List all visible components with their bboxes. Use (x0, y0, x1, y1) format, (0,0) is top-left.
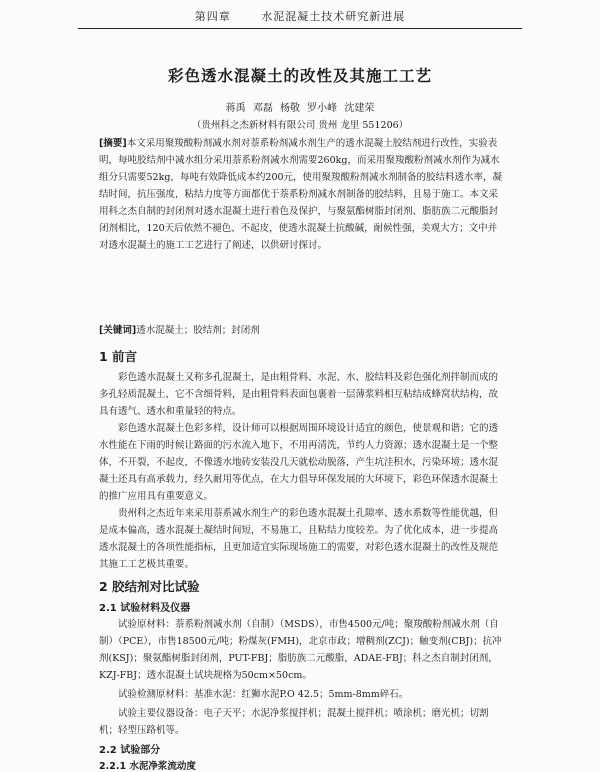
section-2-2-heading: 2.2 试验部分 (99, 745, 161, 756)
keywords (99, 322, 504, 339)
book-title: 水泥混凝土技术研究新进展 (261, 10, 406, 23)
section-2-1-para-3: 试验主要仪器设备：电子天平；水泥净浆搅拌机；混凝土搅拌机；喷涂机；磨光机；切割机；轻型压路机等。 (99, 708, 489, 736)
section-2-1-heading: 2.1 试验材料及仪器 (99, 603, 191, 614)
chapter-label: 第四章 (194, 10, 231, 23)
section-2-2-1-heading: 2.2.1 水泥净浆流动度 (99, 761, 196, 772)
section-2-1-para-2: 试验检测原材料：基准水泥：红狮水泥P.O 42.5；5mm-8mm碎石。 (118, 689, 409, 700)
running-header (78, 8, 522, 29)
section-2-1-para-1: 试验原材料：萘系粉剂减水剂（自制）（MSDS），市售4500元/吨；聚羧酸粉剂减水剂（自制）（PCE），市售18500元/吨；粉煤灰(FMH)，北京市政；增稠剂(ZCJ)；触变剂(CBJ)；抗冲剂(KSJ)；聚氨酯树脂封闭剂，PUT-FBJ；脂肪族二元酸脂，ADAE-FBJ；科之杰自制封闭剂，KZJ-FBJ；透水混凝土试块规格为50cm×50cm。 (99, 619, 502, 681)
section-1-para-1: 彩色透水混凝土又称多孔混凝土，是由粗骨料、水泥、水、胶结料及彩色强化剂拌制而成的多孔轻质混凝土，它不含细骨料，是由粗骨料表面包裹着一层薄浆料相互粘结成蜂窝状结构，故具有透气、透水和重量轻的特点。 (99, 372, 499, 417)
authors: 蒋禹 邓磊 杨敬 罗小峰 沈建荣 (225, 103, 375, 114)
keywords-label: [关键词] (99, 325, 137, 336)
section-1-heading: 1 前言 (99, 349, 138, 364)
abstract-text: 本文采用聚羧酸粉剂减水剂对萘系粉剂减水剂生产的透水混凝土胶结剂进行改性，实验表明，每吨胶结剂中减水组分采用萘系粉剂减水剂需要260kg，而采用聚羧酸粉剂减水剂作为减水组分只需要52kg，每吨有效降低成本约200元，使用聚羧酸粉剂减水剂制备的胶结料透水率，凝结时间，抗压强度，粘结力度等方面都优于萘系粉剂减水剂制备的胶结料，且易于施工。本文采用科之杰自制的封闭剂对透水混凝土进行着色及保护，与聚氨酯树脂封闭剂、脂肪族二元酸脂封闭剂相比，120天后依然不褪色、不起皮，使透水混凝土抗酸碱，耐候性强，美观大方；文中并对透水混凝土的施工工艺进行了阐述，以供研讨探讨。 (99, 138, 503, 251)
affiliation: （贵州科之杰新材料有限公司 贵州 龙里 551206） (191, 120, 409, 131)
abstract-label: [摘要] (99, 138, 127, 149)
keywords-text: 透水混凝土；胶结剂；封闭剂 (136, 325, 260, 336)
section-1-para-2: 彩色透水混凝土色彩多样，设计师可以根据周围环境设计适宜的颜色，使景观和谐；它的透水性能在下雨的时候让路面的污水流入地下，不用再清洗，节约人力资源；透水混凝土是一个整体，不开裂，不起皮，不像透水地砖安装没几天就松动脱落，产生坑洼积水，污染环境；透水混凝土还具有高承载力，经久耐用等优点，在大力倡导环保发展的大环境下，彩色环保透水混凝土的推广应用具有重要意义。 (99, 423, 499, 502)
section-2-heading: 2 胶结剂对比试验 (99, 579, 200, 594)
section-1-para-3: 贵州科之杰近年来采用萘系减水剂生产的彩色透水混凝土孔隙率、透水系数等性能优越，但是成本偏高，透水混凝土凝结时间短，不易施工，且粘结力度较差。为了优化成本，进一步提高透水混凝土的各项性能指标，且更加适宜实际现场施工的需要，对彩色透水混凝土的改性及规范其施工工艺极其重要。 (99, 508, 499, 570)
article-title: 彩色透水混凝土的改性及其施工工艺 (167, 67, 432, 85)
abstract (99, 135, 504, 254)
